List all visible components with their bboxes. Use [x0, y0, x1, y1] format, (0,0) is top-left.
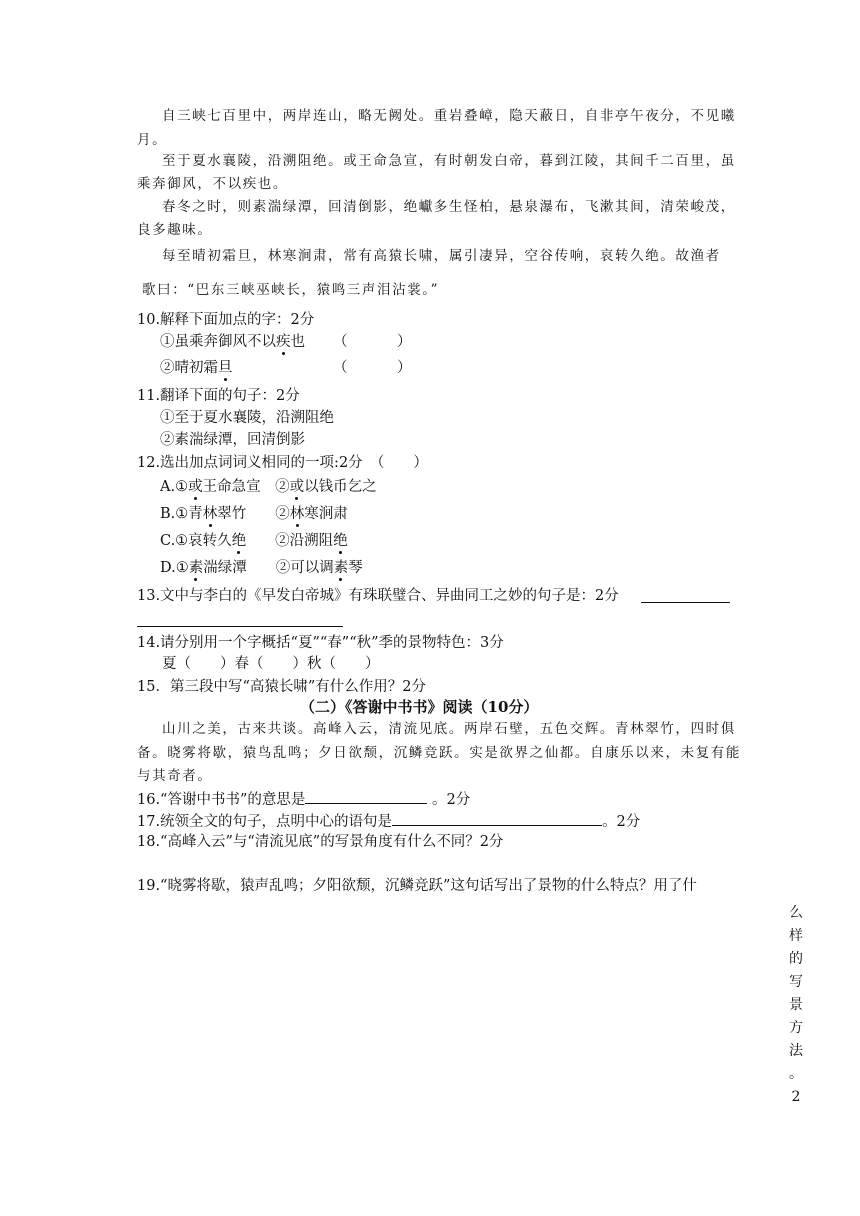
passage2-line: 与其奇者。	[137, 768, 213, 784]
passage1-line: 至于夏水襄陵，沿溯阻绝。或王命急宣，有时朝发白帝，暮到江陵，其间千二百里，虽	[162, 153, 736, 169]
question-18: 18.“高峰入云”与“清流见底”的写景角度有什么不同？2分	[137, 834, 504, 850]
question-11: 11.翻译下面的句子：2分	[137, 388, 300, 404]
question-12-option-b	[160, 504, 348, 524]
option-text: 以钱币乞之	[304, 479, 377, 495]
item-text: 也	[290, 334, 305, 350]
option-text: B.①青	[160, 506, 203, 522]
option-text: 琴	[348, 560, 363, 576]
question-12: 12.选出加点词词义相同的一项:2分 （ ）	[137, 455, 428, 471]
dotted-char: 绝	[231, 533, 247, 549]
question-14-answer-line: 夏（ ）春（ ）秋（ ）	[162, 656, 380, 672]
question-12-option-c	[160, 531, 348, 551]
overflow-char: 么	[789, 905, 803, 921]
answer-blank[interactable]	[641, 602, 730, 603]
answer-paren-close: ）	[397, 334, 412, 350]
question-text: 。2分	[602, 814, 641, 830]
overflow-char: 写	[789, 974, 803, 990]
dotted-char: 旦	[218, 360, 233, 376]
dotted-char: 或	[289, 479, 305, 495]
question-13: 13.文中与李白的《早发白帝城》有珠联璧合、异曲同工之妙的句子是：2分	[137, 588, 619, 604]
passage1-line: 乘奔御风，不以疾也。	[137, 176, 288, 192]
question-text: 17.统领全文的句子，点明中心的语句是	[137, 814, 393, 830]
option-text: 王命急宣 ②	[202, 479, 290, 495]
passage2-line: 山川之美，古来共谈。高峰入云，清流见底。两岸石壁，五色交辉。青林翠竹，四时俱	[162, 721, 736, 737]
dotted-char: 绝	[333, 533, 348, 549]
answer-paren-open: （	[333, 334, 348, 350]
overflow-char: 法	[789, 1043, 803, 1059]
option-text: 翠竹 ②	[217, 506, 290, 522]
overflow-char: 样	[789, 928, 803, 944]
option-text: 寒涧肃	[304, 506, 348, 522]
passage1-line: 自三峡七百里中，两岸连山，略无阙处。重岩叠嶂，隐天蔽日，自非亭午夜分，不见曦	[162, 108, 736, 124]
dotted-char: 素	[188, 560, 204, 576]
question-text: 16.“答谢中书书”的意思是	[137, 792, 306, 808]
question-11-item-1: ①至于夏水襄陵，沿溯阻绝	[160, 410, 334, 426]
question-16	[137, 788, 470, 810]
answer-blank[interactable]	[137, 626, 343, 627]
dotted-char: 疾	[276, 334, 291, 350]
item-text: ②晴初霜	[160, 360, 218, 376]
question-10-item-2	[160, 358, 233, 378]
answer-blank[interactable]	[392, 810, 602, 826]
passage1-line: 春冬之时，则素湍绿潭，回清倒影，绝巘多生怪柏，悬泉瀑布，飞漱其间，清荣峻茂，	[162, 199, 736, 215]
question-14: 14.请分别用一个字概括“夏”“春”“秋”季的景物特色：3分	[137, 635, 504, 651]
overflow-char: 的	[789, 951, 803, 967]
option-text: 湍绿潭 ②可以调	[203, 560, 334, 576]
question-11-item-2: ②素湍绿潭，回清倒影	[160, 432, 305, 448]
question-10-item-1	[160, 332, 305, 352]
question-text: 。2分	[432, 792, 471, 808]
dotted-char: 素	[333, 560, 349, 576]
section-heading: （二）《答谢中书书》阅读（10分）	[300, 698, 539, 716]
passage1-line: 良多趣味。	[137, 222, 213, 238]
overflow-char: 景	[789, 997, 803, 1013]
answer-paren-close: ）	[397, 360, 412, 376]
dotted-char: 或	[188, 479, 203, 495]
option-text: D.①	[160, 560, 189, 576]
question-10: 10.解释下面加点的字：2分	[137, 312, 315, 328]
overflow-char: 。	[789, 1066, 803, 1082]
question-12-option-d	[160, 558, 363, 578]
passage1-line: 歌曰：“巴东三峡巫峡长，猿鸣三声泪沾裳。”	[142, 282, 440, 298]
answer-blank[interactable]	[305, 788, 427, 804]
passage2-line: 备。晓雾将歇，猿鸟乱鸣；夕日欲颓，沉鳞竞跃。实是欲界之仙都。自康乐以来，未复有能	[137, 745, 741, 761]
question-15: 15．第三段中写“高猿长啸”有什么作用？2分	[137, 679, 427, 695]
option-text: C.①哀转久	[160, 533, 232, 549]
passage1-line: 每至晴初霜旦，林寒涧肃，常有高猿长啸，属引凄异，空谷传响，哀转久绝。故渔者	[162, 248, 721, 264]
question-17	[137, 810, 640, 832]
answer-paren-open: （	[333, 360, 348, 376]
question-12-option-a	[160, 477, 377, 497]
overflow-char: 方	[789, 1020, 803, 1036]
dotted-char: 林	[202, 506, 218, 522]
item-text: ①虽乘奔御风不以	[160, 334, 276, 350]
question-19: 19.“晓雾将歇，猿声乱鸣；夕阳欲颓，沉鳞竞跃”这句话写出了景物的什么特点？用了什	[137, 878, 697, 894]
overflow-char: 2	[791, 1089, 801, 1105]
passage1-line: 月。	[137, 132, 168, 148]
dotted-char: 林	[289, 506, 305, 522]
question-19-overflow-column	[786, 902, 806, 1109]
option-text: ②沿溯阻	[246, 533, 334, 549]
option-text: A.①	[160, 479, 189, 495]
